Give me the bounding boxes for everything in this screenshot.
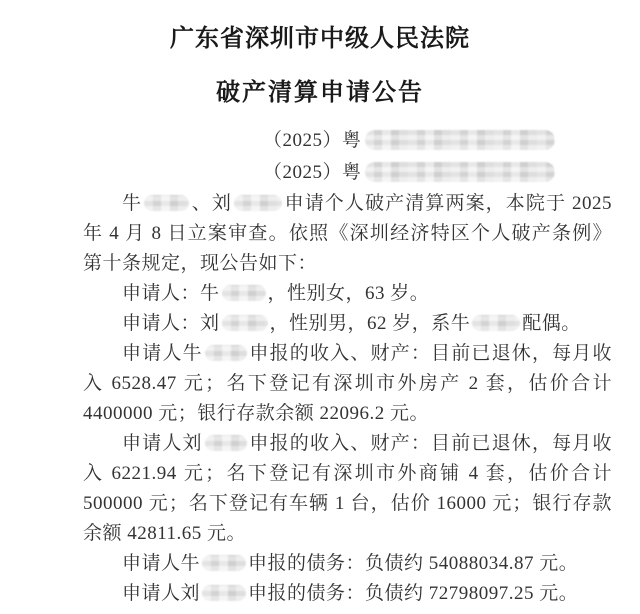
document-line: [83, 339, 612, 369]
document-body: [83, 189, 612, 609]
case-number-list: [263, 125, 640, 189]
document-line: [83, 459, 612, 489]
redaction-blur: [222, 315, 268, 331]
document-text: 申请人牛: [122, 553, 201, 574]
document-line: [83, 189, 612, 219]
redaction-blur: [144, 195, 189, 211]
redaction-blur: [202, 585, 246, 601]
document-text: 入 6221.94 元；名下登记有深圳市外商铺 4 套，估价合计: [83, 463, 612, 484]
document-line: [83, 489, 612, 519]
document-line: [83, 519, 612, 549]
document-line: [83, 369, 612, 399]
document-line: [83, 399, 612, 429]
document-text: 4400000 元；银行存款余额 22096.2 元。: [83, 403, 430, 424]
court-title: 广东省深圳市中级人民法院: [170, 26, 470, 52]
document-text: 申报的收入、财产：目前已退休，每月收: [248, 343, 612, 364]
case-number-text: （2025）粤: [263, 162, 362, 183]
document-text: 配偶。: [522, 313, 581, 334]
document-text: 申报的债务：负债约 54088034.87 元。: [248, 553, 579, 574]
case-number-text: （2025）粤: [263, 130, 362, 151]
redaction-blur: [205, 345, 247, 361]
document-line: [83, 219, 612, 249]
document-text: 牛: [122, 193, 143, 214]
document-text: 申请人：刘: [122, 313, 220, 334]
document-text: 申请人：牛: [122, 283, 220, 304]
case-number-line: [263, 125, 640, 157]
redaction-blur: [202, 555, 246, 571]
document-text: 申请人刘: [122, 433, 203, 454]
redaction-blur: [365, 130, 555, 150]
case-number-line: [263, 157, 640, 189]
document-text: 申报的债务：负债约 72798097.25 元。: [248, 583, 579, 604]
document-text: 余额 42811.65 元。: [83, 523, 247, 544]
document-line: [83, 279, 612, 309]
redaction-blur: [472, 315, 520, 331]
document-text: 、刘: [191, 193, 232, 214]
document-text: 申请人牛: [122, 343, 203, 364]
document-text: 年 4 月 8 日立案审查。依照《深圳经济特区个人破产条例》: [83, 223, 612, 244]
document-text: ，性别男，62 岁，系牛: [269, 313, 471, 334]
redaction-blur: [205, 435, 247, 451]
document-text: 500000 元；名下登记有车辆 1 台，估价 16000 元；银行存款: [83, 493, 612, 514]
document-text: 入 6528.47 元；名下登记有深圳市外房产 2 套，估价合计: [83, 373, 612, 394]
document-text: 申报的收入、财产：目前已退休，每月收: [248, 433, 612, 454]
document-text: 第十条规定，现公告如下：: [83, 253, 318, 274]
document-text: ，性别女，63 岁。: [267, 283, 430, 304]
notice-title: 破产清算申请公告: [216, 80, 424, 106]
document-line: [83, 249, 612, 279]
redaction-blur: [234, 195, 282, 211]
document-line: [83, 549, 612, 579]
document-text: 申请个人破产清算两案，本院于 2025: [283, 193, 612, 214]
redaction-blur: [222, 285, 266, 301]
document-line: [83, 429, 612, 459]
document-line: [83, 309, 612, 339]
redaction-blur: [365, 162, 555, 182]
document-text: 申请人刘: [122, 583, 201, 604]
document-line: [83, 579, 612, 609]
